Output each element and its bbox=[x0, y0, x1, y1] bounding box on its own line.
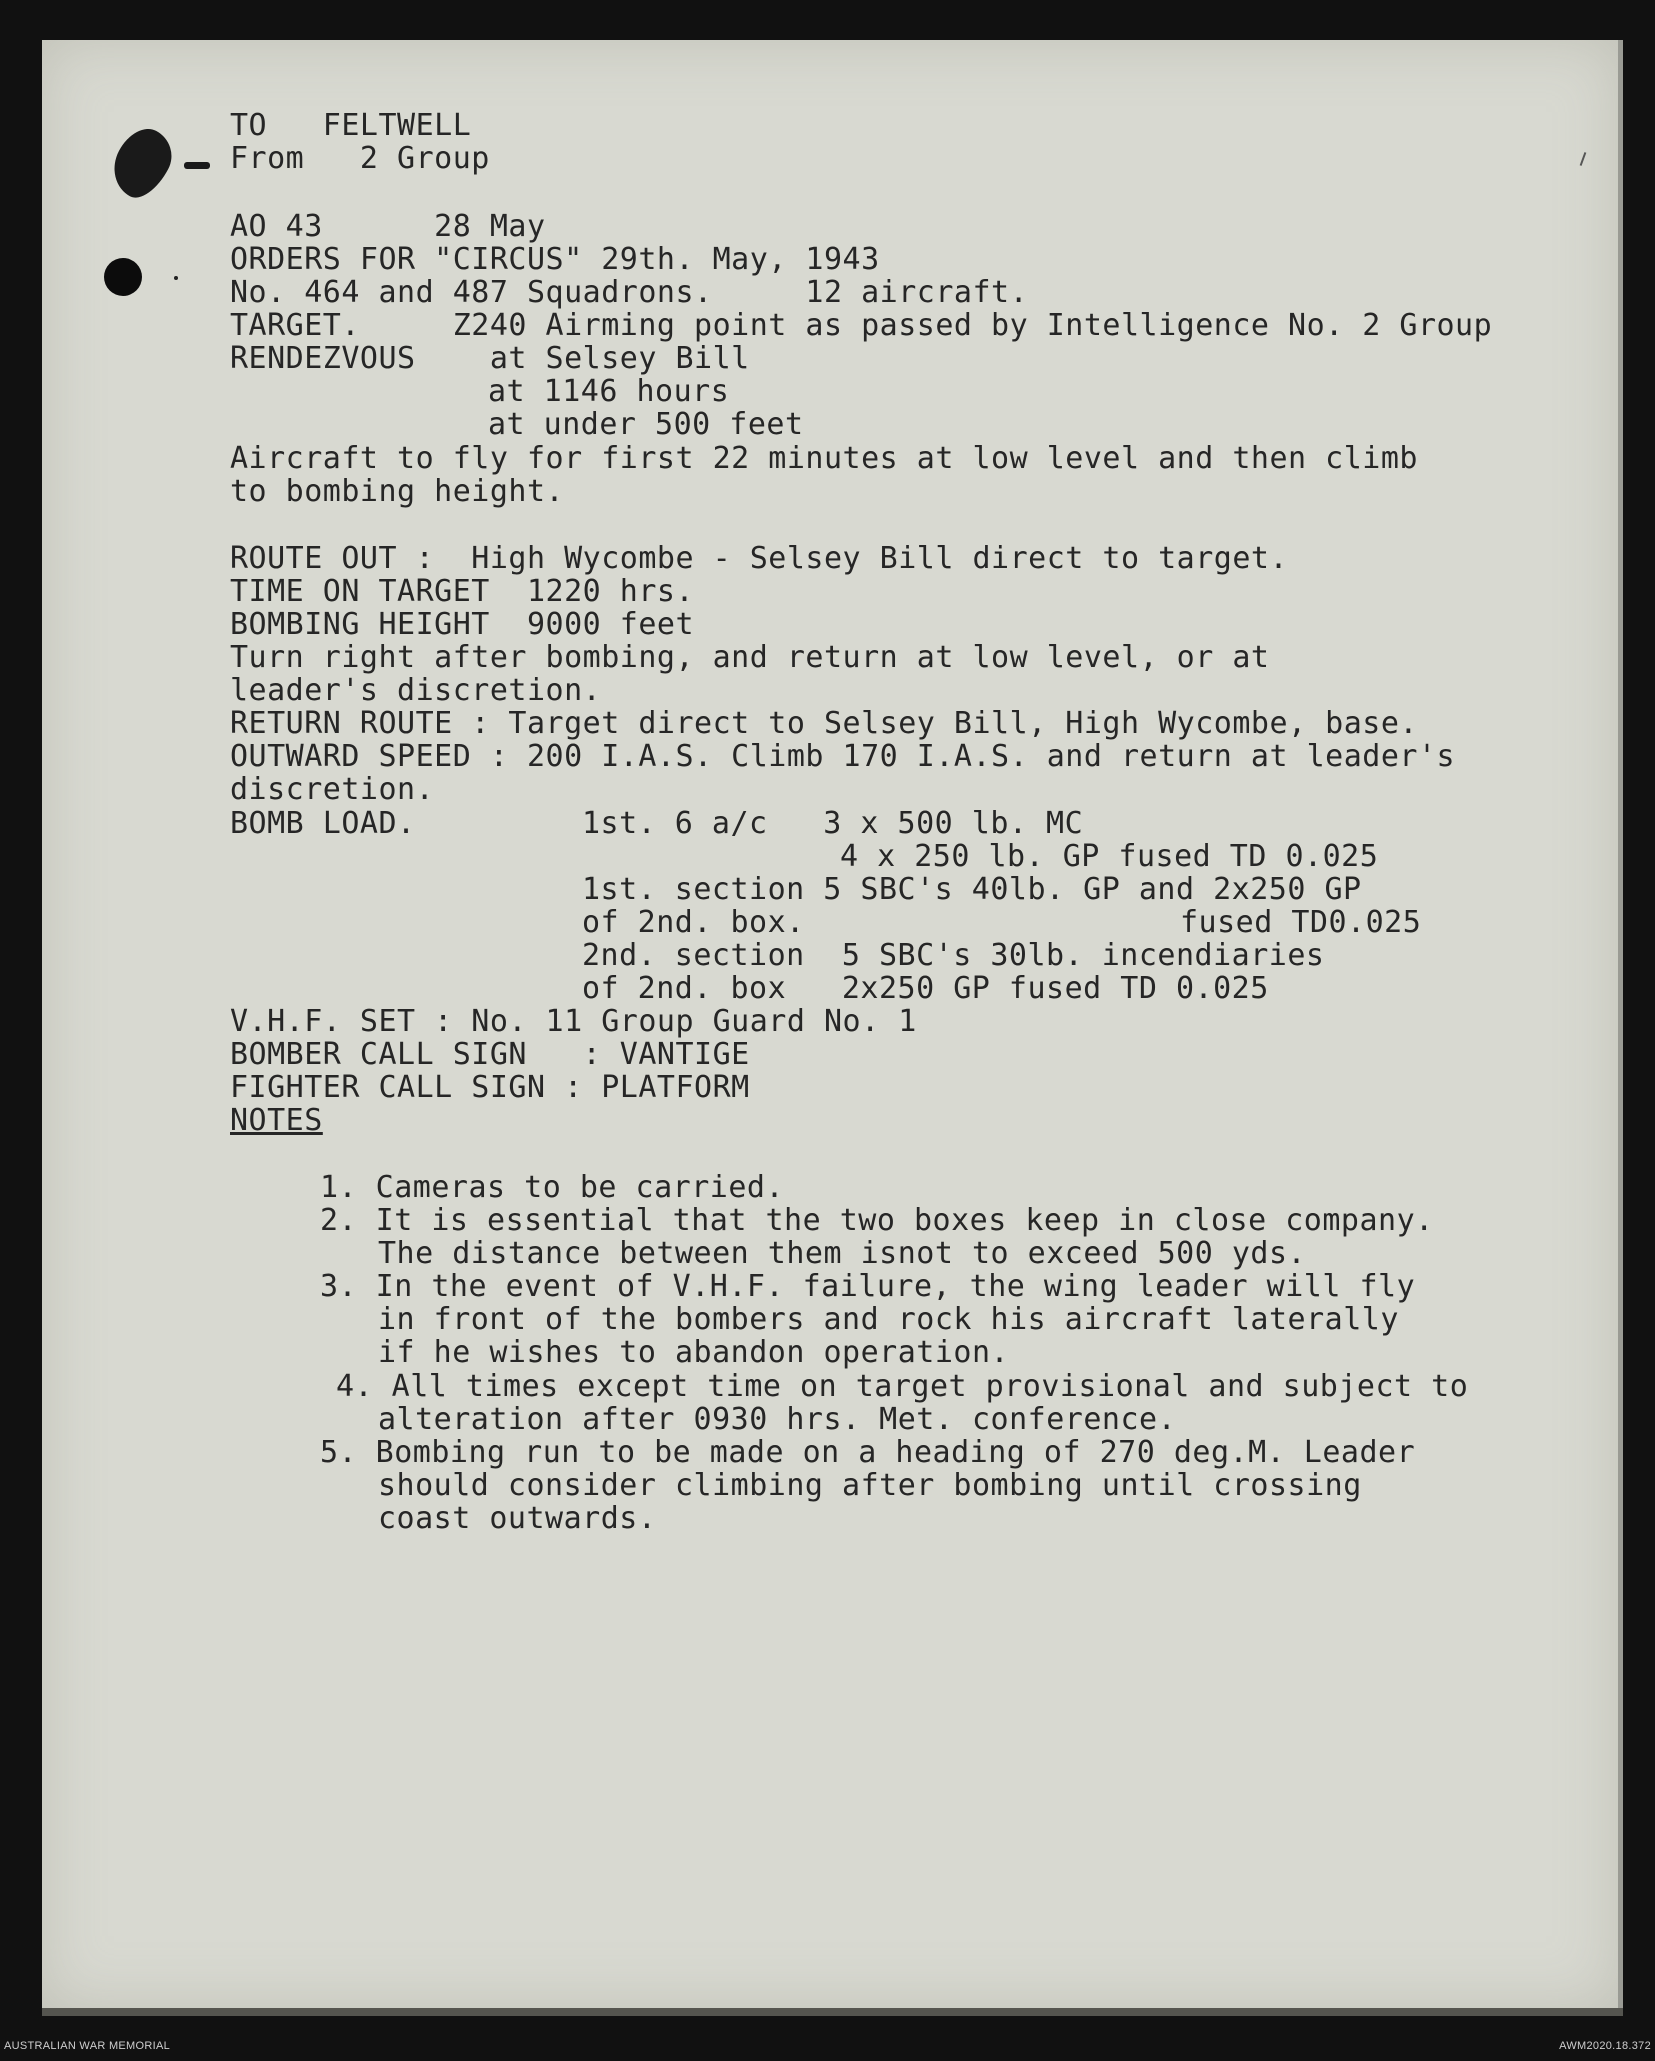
note-4-line-2: alteration after 0930 hrs. Met. conference. bbox=[378, 1402, 1177, 1437]
from-line: From 2 Group bbox=[230, 141, 490, 176]
archive-credit: AUSTRALIAN WAR MEMORIAL bbox=[4, 2040, 171, 2052]
torn-corner-mark-small bbox=[184, 162, 210, 169]
bomb-load-row-2: 4 x 250 lb. GP fused TD 0.025 bbox=[840, 839, 1379, 874]
note-5-line-2: should consider climbing after bombing until crossing bbox=[378, 1468, 1362, 1503]
bomb-load-row-4-fuse: fused TD0.025 bbox=[1180, 905, 1422, 940]
fighter-call-sign-line: FIGHTER CALL SIGN : PLATFORM bbox=[230, 1070, 750, 1105]
note-3-line-1: 3. In the event of V.H.F. failure, the wing leader will fly bbox=[320, 1269, 1416, 1304]
punch-hole bbox=[104, 258, 142, 296]
bombing-height-line: BOMBING HEIGHT 9000 feet bbox=[230, 607, 695, 642]
route-out-line: ROUTE OUT : High Wycombe - Selsey Bill direct to target. bbox=[230, 541, 1289, 576]
note-2-line-1: 2. It is essential that the two boxes keep in close company. bbox=[320, 1203, 1434, 1238]
bomb-load-row-5: 2nd. section 5 SBC's 30lb. incendiaries bbox=[582, 938, 1325, 973]
paper-speck bbox=[174, 276, 178, 280]
turn-instruction-2: leader's discretion. bbox=[230, 673, 602, 708]
to-line: TO FELTWELL bbox=[230, 108, 472, 143]
orders-title: ORDERS FOR "CIRCUS" 29th. May, 1943 bbox=[230, 242, 880, 277]
return-route-line: RETURN ROUTE : Target direct to Selsey Bill, High Wycombe, base. bbox=[230, 706, 1418, 741]
notes-heading: NOTES bbox=[230, 1103, 323, 1138]
bomb-load-label: BOMB LOAD. bbox=[230, 806, 416, 841]
flight-instruction-2: to bombing height. bbox=[230, 474, 565, 509]
rendezvous-time: at 1146 hours bbox=[488, 374, 730, 409]
note-3-line-3: if he wishes to abandon operation. bbox=[378, 1335, 1010, 1370]
bomb-load-row-1: 1st. 6 a/c 3 x 500 lb. MC bbox=[582, 806, 1084, 841]
note-4-line-1: 4. All times except time on target provisional and subject to bbox=[336, 1369, 1469, 1404]
note-2-line-2: The distance between them isnot to exceed 500 yds. bbox=[378, 1236, 1307, 1271]
bomb-load-row-3: 1st. section 5 SBC's 40lb. GP and 2x250 GP bbox=[582, 872, 1362, 907]
note-5-line-1: 5. Bombing run to be made on a heading of 270 deg.M. Leader bbox=[320, 1435, 1416, 1470]
outward-speed-line-2: discretion. bbox=[230, 772, 435, 807]
outward-speed-line-1: OUTWARD SPEED : 200 I.A.S. Climb 170 I.A.S. and return at leader's bbox=[230, 739, 1456, 774]
page-edge-bottom bbox=[42, 2008, 1623, 2016]
bomb-load-row-4: of 2nd. box. bbox=[582, 905, 805, 940]
rendezvous-height: at under 500 feet bbox=[488, 407, 804, 442]
flight-instruction-1: Aircraft to fly for first 22 minutes at low level and then climb bbox=[230, 441, 1418, 476]
bomb-load-row-6: of 2nd. box 2x250 GP fused TD 0.025 bbox=[582, 971, 1269, 1006]
turn-instruction-1: Turn right after bombing, and return at low level, or at bbox=[230, 640, 1270, 675]
archive-reference: AWM2020.18.372 bbox=[1559, 2040, 1651, 2052]
vhf-set-line: V.H.F. SET : No. 11 Group Guard No. 1 bbox=[230, 1004, 917, 1039]
note-3-line-2: in front of the bombers and rock his aircraft laterally bbox=[378, 1302, 1399, 1337]
time-on-target-line: TIME ON TARGET 1220 hrs. bbox=[230, 574, 695, 609]
reference-line: AO 43 28 May bbox=[230, 209, 546, 244]
bomber-call-sign-line: BOMBER CALL SIGN : VANTIGE bbox=[230, 1037, 750, 1072]
note-5-line-3: coast outwards. bbox=[378, 1501, 657, 1536]
squadrons-line: No. 464 and 487 Squadrons. 12 aircraft. bbox=[230, 275, 1029, 310]
rendezvous-line: RENDEZVOUS at Selsey Bill bbox=[230, 341, 750, 376]
page-edge bbox=[1618, 40, 1623, 2008]
target-line: TARGET. Z240 Airming point as passed by Intelligence No. 2 Group bbox=[230, 308, 1493, 343]
note-1: 1. Cameras to be carried. bbox=[320, 1170, 785, 1205]
